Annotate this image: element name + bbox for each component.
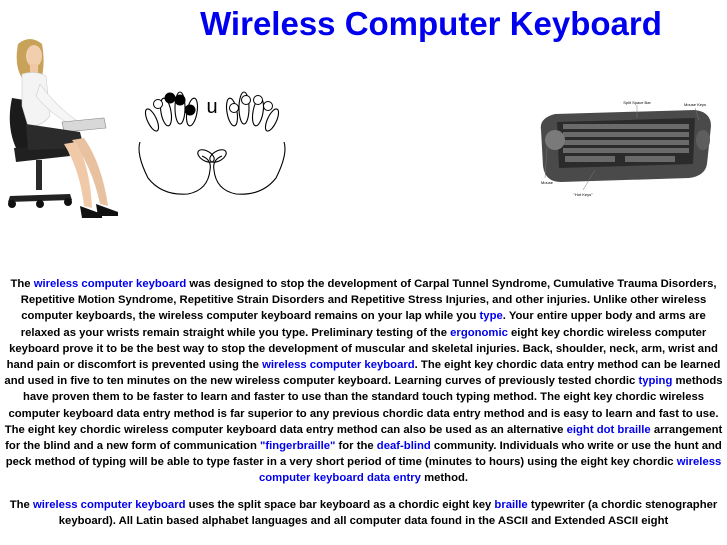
link-deaf-blind[interactable]: deaf-blind: [376, 440, 431, 453]
chordic-hands-diagram: [132, 90, 292, 198]
text-segment: . The eight key chordic data entry method can be learned and used in five to ten minutes on the new wireless computer keyboard. Learning curves of previously tested chordic: [4, 359, 721, 388]
text-segment: eight key chordic wireless computer keyboard prove it to be the best way to stop the development of muscular and skeletal injuries. Back, shoulder, neck, arm, wrist and hand pain or discomfort is prevented using the: [6, 326, 718, 372]
link-ergonomic[interactable]: ergonomic: [450, 326, 508, 339]
text-segment: The: [9, 498, 33, 511]
link-wireless-computer-keyboard[interactable]: wireless computer keyboard: [33, 278, 187, 290]
label-split-space-bar: Split Space Bar: [623, 100, 651, 105]
text-segment: community. Individuals who write or use the hunt and peck method of typing will be able to type faster in a very short period of time (minutes to hours) using the eight key chordic: [5, 440, 722, 469]
text-segment: method.: [420, 472, 469, 485]
text-segment: for the: [335, 440, 377, 453]
text-segment: The: [10, 278, 34, 290]
page-title: Wireless Computer Keyboard: [200, 5, 662, 42]
second-paragraph: [4, 497, 723, 529]
woman-typing-image: [0, 36, 134, 220]
link-type[interactable]: type: [479, 310, 503, 323]
link-wireless-computer-keyboard-data-entry[interactable]: wireless computer keyboard data entry: [258, 456, 722, 485]
link-eight-dot-braille[interactable]: eight dot braille: [566, 423, 651, 436]
text-segment: arrangement for the blind and a new form of communication: [5, 423, 723, 453]
link-wireless-computer-keyboard-2[interactable]: wireless computer keyboard: [262, 359, 415, 372]
link-fingerbraille[interactable]: "fingerbraille": [260, 440, 336, 453]
intro-paragraph: [4, 276, 723, 487]
link-typing[interactable]: typing: [638, 375, 673, 388]
label-mouse-keys: Mouse Keys: [683, 102, 707, 107]
link-braille[interactable]: braille: [494, 498, 528, 511]
diagram-letter: u: [206, 96, 218, 118]
keyboard-product-image: [535, 100, 725, 200]
text-segment: uses the split space bar keyboard as a chordic eight key: [185, 498, 495, 511]
link-wireless-computer-keyboard-3[interactable]: wireless computer keyboard: [32, 498, 186, 511]
text-segment: methods have proven them to be faster to learn and faster to use than the standard touch typing method. The eight key chordic wireless computer keyboard data entry method is far superior to any previous chordic data entry method and is easy to learn and fast to use. The eight key chordic wireless computer keyboard data entry method can also be used as an alternative: [4, 375, 723, 436]
label-mouse: Mouse: [541, 180, 554, 185]
text-segment: was designed to stop the development of Carpal Tunnel Syndrome, Cumulative Trauma Disorders, Repetitive Motion Syndrome, Repetitive Strain Disorders and Repetitive Stress Injuries, and other injuries. Unlike other wireless computer keyboards, the wireless computer keyboard remains on your lap while you: [20, 278, 717, 323]
label-hot-keys: "Hot Keys": [573, 192, 593, 197]
text-segment: typewriter (a chordic stenographer keyboard). All Latin based alphabet languages and all computer data found in the ASCII and Extended ASCII eight: [58, 498, 718, 527]
text-segment: . Your entire upper body and arms are relaxed as your wrists remain straight while you type. Preliminary testing of the: [20, 310, 706, 339]
main-content: [4, 276, 723, 539]
